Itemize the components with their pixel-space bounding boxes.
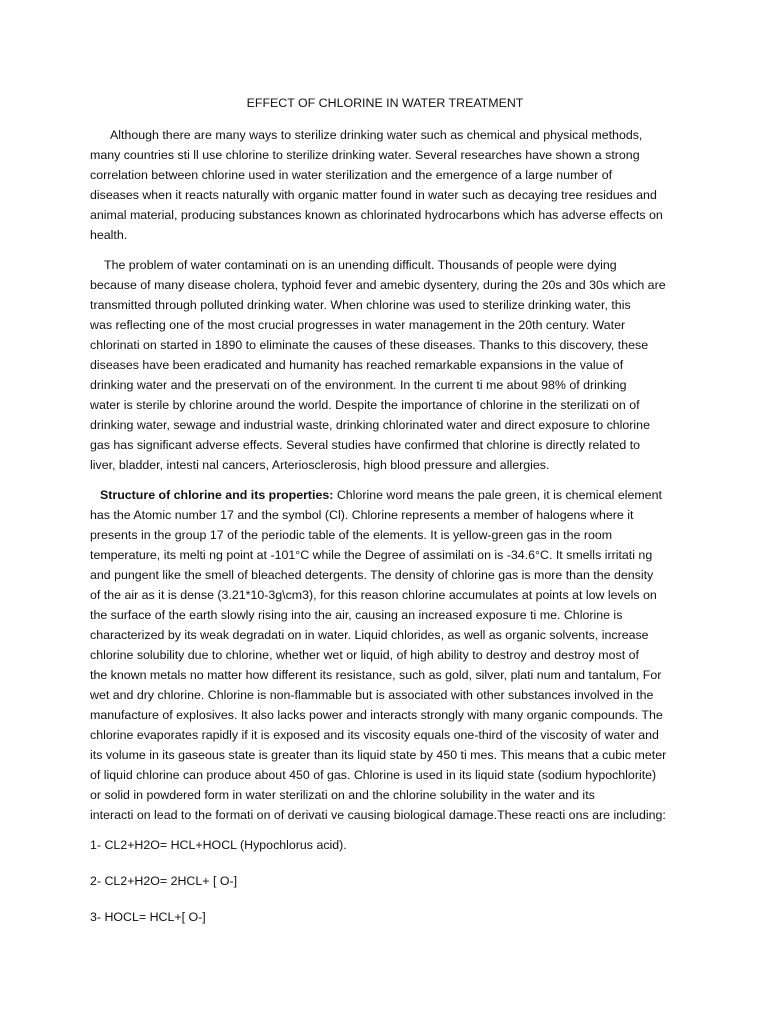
paragraph-intro — [90, 125, 680, 245]
text-line: drinking water, sewage and industrial waste, drinking chlorinated water and direct exposure to chlorine — [90, 418, 650, 432]
text-line: of the air as it is dense (3.21*10-3g\cm3), for this reason chlorine accumulates at points at low levels on — [90, 588, 657, 602]
text-line: liver, bladder, intesti nal cancers, Arteriosclerosis, high blood pressure and allergies. — [90, 458, 550, 472]
text-line: because of many disease cholera, typhoid fever and amebic dysentery, during the 20s and 30s which are — [90, 278, 666, 292]
text-line: wet and dry chlorine. Chlorine is non-flammable but is associated with other substances involved in the — [90, 688, 654, 702]
text-line: has the Atomic number 17 and the symbol (Cl). Chlorine represents a member of halogens where it — [90, 508, 634, 522]
text-line: many countries sti ll use chlorine to sterilize drinking water. Several researches have shown a strong — [90, 148, 640, 162]
text-line: diseases have been eradicated and humanity has reached remarkable expansions in the value of — [90, 358, 624, 372]
equation-1: 1- CL2+H2O= HCL+HOCL (Hypochlorus acid). — [90, 838, 347, 852]
equation-2: 2- CL2+H2O= 2HCL+ [ O-] — [90, 874, 238, 888]
text-line: drinking water and the preservati on of the environment. In the current ti me about 98% of drinking — [90, 378, 627, 392]
equation-3: 3- HOCL= HCL+[ O-] — [90, 910, 206, 924]
text-line: temperature, its melti ng point at -101°C while the Degree of assimilati on is -34.6°C. It smells irritati ng — [90, 548, 653, 562]
text-line: chlorinati on started in 1890 to eliminate the causes of these diseases. Thanks to this discovery, these — [90, 338, 649, 352]
section-heading: Structure of chlorine and its properties: — [100, 488, 334, 502]
section-lead-text: Chlorine word means the pale green, it is chemical element — [333, 488, 662, 502]
paragraph-contamination — [90, 255, 680, 475]
text-line: interacti on lead to the formati on of derivati ve causing biological damage.These reacti ons are including: — [90, 808, 666, 822]
text-line: diseases when it reacts naturally with organic matter found in water such as decaying tree residues and — [90, 188, 657, 202]
text-line: or solid in powdered form in water sterilizati on and the chlorine solubility in the water and its — [90, 788, 595, 802]
text-line: health. — [90, 228, 128, 242]
text-line: and pungent like the smell of bleached detergents. The density of chlorine gas is more than the density — [90, 568, 654, 582]
text-line: presents in the group 17 of the periodic table of the elements. It is yellow-green gas in the room — [90, 528, 613, 542]
text-line: Although there are many ways to sterilize drinking water such as chemical and physical methods, — [110, 128, 643, 142]
text-line: The problem of water contaminati on is an unending difficult. Thousands of people were dying — [104, 258, 617, 272]
text-line — [90, 485, 680, 505]
text-line: manufacture of explosives. It also lacks power and interacts strongly with many organic compounds. The — [90, 708, 663, 722]
text-line: correlation between chlorine used in water sterilization and the emergence of a large number of — [90, 168, 613, 182]
text-line: gas has significant adverse effects. Several studies have confirmed that chlorine is directly related to — [90, 438, 641, 452]
text-line: its volume in its gaseous state is greater than its liquid state by 450 ti mes. This means that a cubic meter — [90, 748, 667, 762]
text-line: water is sterile by chlorine around the world. Despite the importance of chlorine in the sterilizati on of — [90, 398, 640, 412]
text-line: chlorine evaporates rapidly if it is exposed and its viscosity equals one-third of the viscosity of water and — [90, 728, 659, 742]
text-line: the known metals no matter how different its resistance, such as gold, silver, plati num and tantalum, For — [90, 668, 662, 682]
text-line: characterized by its weak degradati on in water. Liquid chlorides, as well as organic solvents, increase — [90, 628, 649, 642]
document-title: EFFECT OF CHLORINE IN WATER TREATMENT — [246, 96, 524, 110]
text-line: of liquid chlorine can produce about 450 of gas. Chlorine is used in its liquid state (sodium hypochlorite) — [90, 768, 657, 782]
text-line: was reflecting one of the most crucial progresses in water management in the 20th century. Water — [90, 318, 626, 332]
text-line: animal material, producing substances known as chlorinated hydrocarbons which has adverse effects on — [90, 208, 663, 222]
text-line: chlorine solubility due to chlorine, whether wet or liquid, of high ability to destroy and destroy most of — [90, 648, 639, 662]
text-line: the surface of the earth slowly rising into the air, causing an increased exposure ti me. Chlorine is — [90, 608, 623, 622]
document-body — [90, 93, 680, 943]
paragraph-structure — [90, 485, 680, 825]
text-line: transmitted through polluted drinking water. When chlorine was used to sterilize drinking water, this — [90, 298, 631, 312]
